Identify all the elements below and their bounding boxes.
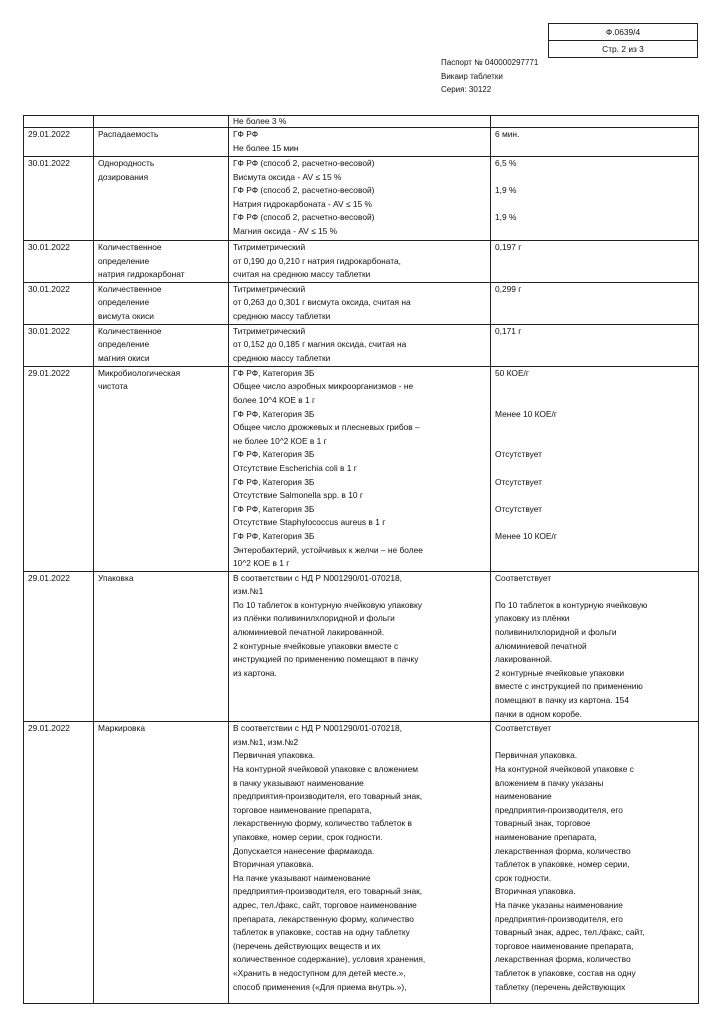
norm-cell: Титриметрический от 0,263 до 0,301 г висмута оксида, считая на среднюю массу таблетки	[229, 282, 491, 324]
series-number: Серия: 30122	[441, 85, 492, 94]
date-cell: 30.01.2022	[24, 241, 94, 283]
date-cell: 29.01.2022	[24, 722, 94, 1004]
norm-cell: В соответствии с НД Р N001290/01-070218, изм.№1 По 10 таблеток в контурную ячейковую упаковку из плёнки поливинилхлоридной и фольги алюминиевой печатной лакированной. 2 контурные ячейковые упаковки вместе с инструкцией по применению помещают в пачку из картона.	[229, 571, 491, 722]
result-cell: 0,197 г	[491, 241, 699, 283]
date-cell: 30.01.2022	[24, 282, 94, 324]
passport-header	[441, 56, 538, 97]
norm-cell: В соответствии с НД Р N001290/01-070218, изм.№1, изм.№2 Первичная упаковка. На контурной ячейковой упаковке с вложением в пачку указывают наименование предприятия-производителя, его товарный знак, торговое наименование препарата, лекарственную форму, количество таблеток в упаковке, номер серии, срок годности. Допускается нанесение фармакода. Вторичная упаковка. На пачке указывают наименование предприятия-производителя, его товарный знак, адрес, тел./факс, сайт, торговое наименование препарата, лекарственную форму, количество таблеток в упаковке, состав на одну таблетку (перечень действующих веществ и их количественное содержание), условия хранения, «Хранить в недоступном для детей месте.», способ применения («Для приема внутрь.»),	[229, 722, 491, 1004]
indicator-cell: Однородность дозирования	[94, 157, 229, 241]
table-row	[24, 366, 699, 571]
date-cell: 30.01.2022	[24, 157, 94, 241]
form-code-box	[548, 23, 698, 58]
table-row	[24, 722, 699, 1004]
indicator-cell: Микробиологическая чистота	[94, 366, 229, 571]
indicator-cell: Количественное определение висмута окиси	[94, 282, 229, 324]
table-row	[24, 324, 699, 366]
indicator-cell: Распадаемость	[94, 128, 229, 157]
indicator-cell: Количественное определение натрия гидрокарбонат	[94, 241, 229, 283]
norm-cell: Не более 3 %	[229, 116, 491, 128]
indicator-cell: Количественное определение магния окиси	[94, 324, 229, 366]
passport-number: Паспорт № 040000297771	[441, 58, 539, 67]
table-row	[24, 571, 699, 722]
indicator-cell	[94, 116, 229, 128]
date-cell: 29.01.2022	[24, 571, 94, 722]
norm-cell: ГФ РФ Не более 15 мин	[229, 128, 491, 157]
norm-cell: ГФ РФ, Категория 3Б Общее число аэробных микроорганизмов - не более 10^4 КОЕ в 1 г ГФ РФ, Категория 3Б Общее число дрожжевых и плесневых грибов – не более 10^2 КОЕ в 1 г ГФ РФ, Категория 3Б Отсутствие Escherichia coli в 1 г ГФ РФ, Категория 3Б Отсутствие Salmonella spp. в 10 г ГФ РФ, Категория 3Б Отсутствие Staphylococcus aureus в 1 г ГФ РФ, Категория 3Б Энтеробактерий, устойчивых к желчи – не более 10^2 КОЕ в 1 г	[229, 366, 491, 571]
result-cell: 0,171 г	[491, 324, 699, 366]
norm-cell: Титриметрический от 0,190 до 0,210 г натрия гидрокарбоната, считая на среднюю массу таблетки	[229, 241, 491, 283]
norm-cell: Титриметрический от 0,152 до 0,185 г магния оксида, считая на среднюю массу таблетки	[229, 324, 491, 366]
table-row	[24, 157, 699, 241]
result-cell: Соответствует По 10 таблеток в контурную ячейковую упаковку из плёнки поливинилхлоридной и фольги алюминиевой печатной лакированной. 2 контурные ячейковые упаковки вместе с инструкцией по применению помещают в пачку из картона. 154 пачки в одном коробе.	[491, 571, 699, 722]
table-row	[24, 282, 699, 324]
page-number: Стр. 2 из 3	[549, 40, 697, 57]
result-cell	[491, 116, 699, 128]
analysis-table	[23, 115, 699, 1004]
result-cell: 6,5 % 1,9 % 1,9 %	[491, 157, 699, 241]
date-cell: 30.01.2022	[24, 324, 94, 366]
date-cell: 29.01.2022	[24, 366, 94, 571]
result-cell: 0,299 г	[491, 282, 699, 324]
indicator-cell: Упаковка	[94, 571, 229, 722]
date-cell: 29.01.2022	[24, 128, 94, 157]
table-row	[24, 241, 699, 283]
date-cell	[24, 116, 94, 128]
result-cell: 50 КОЕ/г Менее 10 КОЕ/г Отсутствует Отсутствует Отсутствует Менее 10 КОЕ/г	[491, 366, 699, 571]
norm-cell: ГФ РФ (способ 2, расчетно-весовой) Висмута оксида - AV ≤ 15 % ГФ РФ (способ 2, расчетно-весовой) Натрия гидрокарбоната - AV ≤ 15 % ГФ РФ (способ 2, расчетно-весовой) Магния оксида - AV ≤ 15 %	[229, 157, 491, 241]
product-name: Викаир таблетки	[441, 71, 503, 81]
table-row-continued	[24, 116, 699, 128]
form-code: Ф.0639/4	[605, 27, 641, 37]
table-row	[24, 128, 699, 157]
indicator-cell: Маркировка	[94, 722, 229, 1004]
result-cell: Соответствует Первичная упаковка. На контурной ячейковой упаковке с вложением в пачку указаны наименование предприятия-производителя, его товарный знак, торговое наименование препарата, лекарственная форма, количество таблеток в упаковке, номер серии, срок годности. Вторичная упаковка. На пачке указаны наименование предприятия-производителя, его товарный знак, адрес, тел./факс, сайт, торговое наименование препарата, лекарственная форма, количество таблеток в упаковке, состав на одну таблетку (перечень действующих	[491, 722, 699, 1004]
result-cell: 6 мин.	[491, 128, 699, 157]
